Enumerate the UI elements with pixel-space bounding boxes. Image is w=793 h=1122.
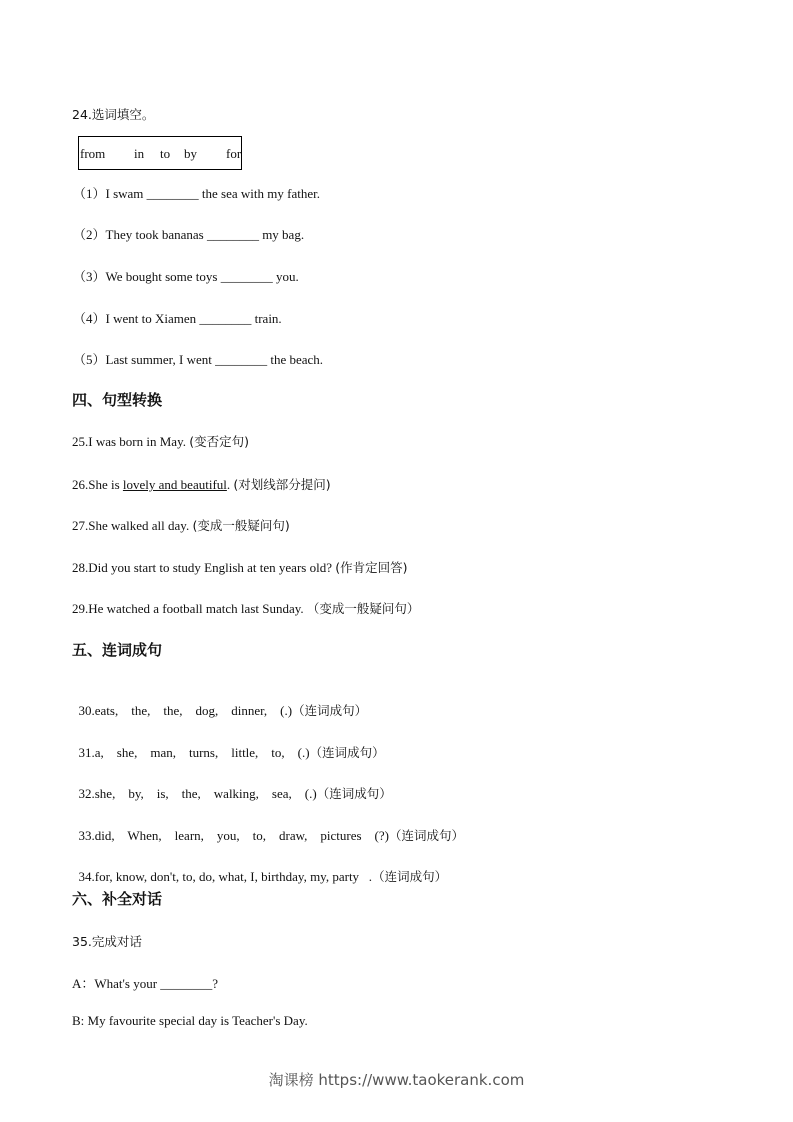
q29-text: 29.He watched a football match last Sunday.: [72, 601, 307, 616]
q33-note: （连词成句）: [388, 828, 464, 843]
q27-text: 27.She walked all day.: [72, 518, 193, 533]
q30: [72, 684, 367, 720]
q25-text: 25.I was born in May.: [72, 434, 190, 449]
q27-note: (变成一般疑问句): [192, 518, 290, 533]
q33-text: 33.did, When, learn, you, to, draw, pictures (?): [78, 828, 389, 843]
q24-item-1: （1）I swam ________ the sea with my father.: [73, 186, 320, 201]
q32-text: 32.she, by, is, the, walking, sea, (.): [78, 786, 317, 801]
word-bank-item: by: [184, 146, 197, 161]
footer-watermark: 淘课榜 https://www.taokerank.com: [268, 1071, 525, 1089]
q33: [72, 809, 464, 845]
q25-note: (变否定句): [189, 434, 249, 449]
word-bank-item: for: [226, 146, 242, 161]
q26-underlined: lovely and beautiful: [122, 477, 227, 492]
word-bank-box: [78, 136, 242, 170]
q35-line-b: B: My favourite special day is Teacher's Day.: [72, 1013, 308, 1028]
section6-heading: 六、补全对话: [72, 890, 163, 908]
q35-title: 35.完成对话: [72, 934, 142, 949]
q32-note: （连词成句）: [316, 786, 392, 801]
q24-item-3: （3）We bought some toys ________ you.: [73, 269, 299, 284]
word-bank-item: in: [134, 146, 145, 161]
word-bank-item: to: [160, 146, 171, 161]
q31-text: 31.a, she, man, turns, little, to, (.): [78, 745, 310, 760]
q29: [72, 600, 419, 618]
q24-title: 24.选词填空。: [72, 107, 155, 122]
q35-line-a: A：What's your ________?: [72, 976, 219, 991]
q26-note: (对划线部分提问): [233, 477, 331, 492]
q34: [72, 850, 447, 886]
q24-item-2: （2）They took bananas ________ my bag.: [73, 227, 305, 242]
q26: [72, 476, 331, 494]
q30-text: 30.eats, the, the, dog, dinner, (.): [78, 703, 293, 718]
word-bank-item: from: [80, 146, 106, 161]
q32: [72, 767, 392, 803]
q27: [72, 517, 290, 535]
q31-note: （连词成句）: [309, 745, 385, 760]
q34-text: 34.for, know, don't, to, do, what, I, birthday, my, party .: [78, 869, 373, 884]
q28: [72, 559, 407, 577]
q24-item-5: （5）Last summer, I went ________ the beach.: [73, 352, 324, 367]
q28-note: (作肯定回答): [335, 560, 408, 575]
q31: [72, 726, 385, 762]
q26-post: .: [226, 477, 234, 492]
q30-note: （连词成句）: [292, 703, 368, 718]
q26-pre: 26.She is: [72, 477, 123, 492]
section5-heading: 五、连词成句: [72, 641, 163, 659]
q28-text: 28.Did you start to study English at ten years old?: [72, 560, 336, 575]
q29-note: （变成一般疑问句）: [306, 601, 420, 616]
q25: [72, 433, 249, 451]
section4-heading: 四、句型转换: [72, 391, 163, 409]
q24-item-4: （4）I went to Xiamen ________ train.: [73, 311, 282, 326]
q34-note: （连词成句）: [372, 869, 448, 884]
